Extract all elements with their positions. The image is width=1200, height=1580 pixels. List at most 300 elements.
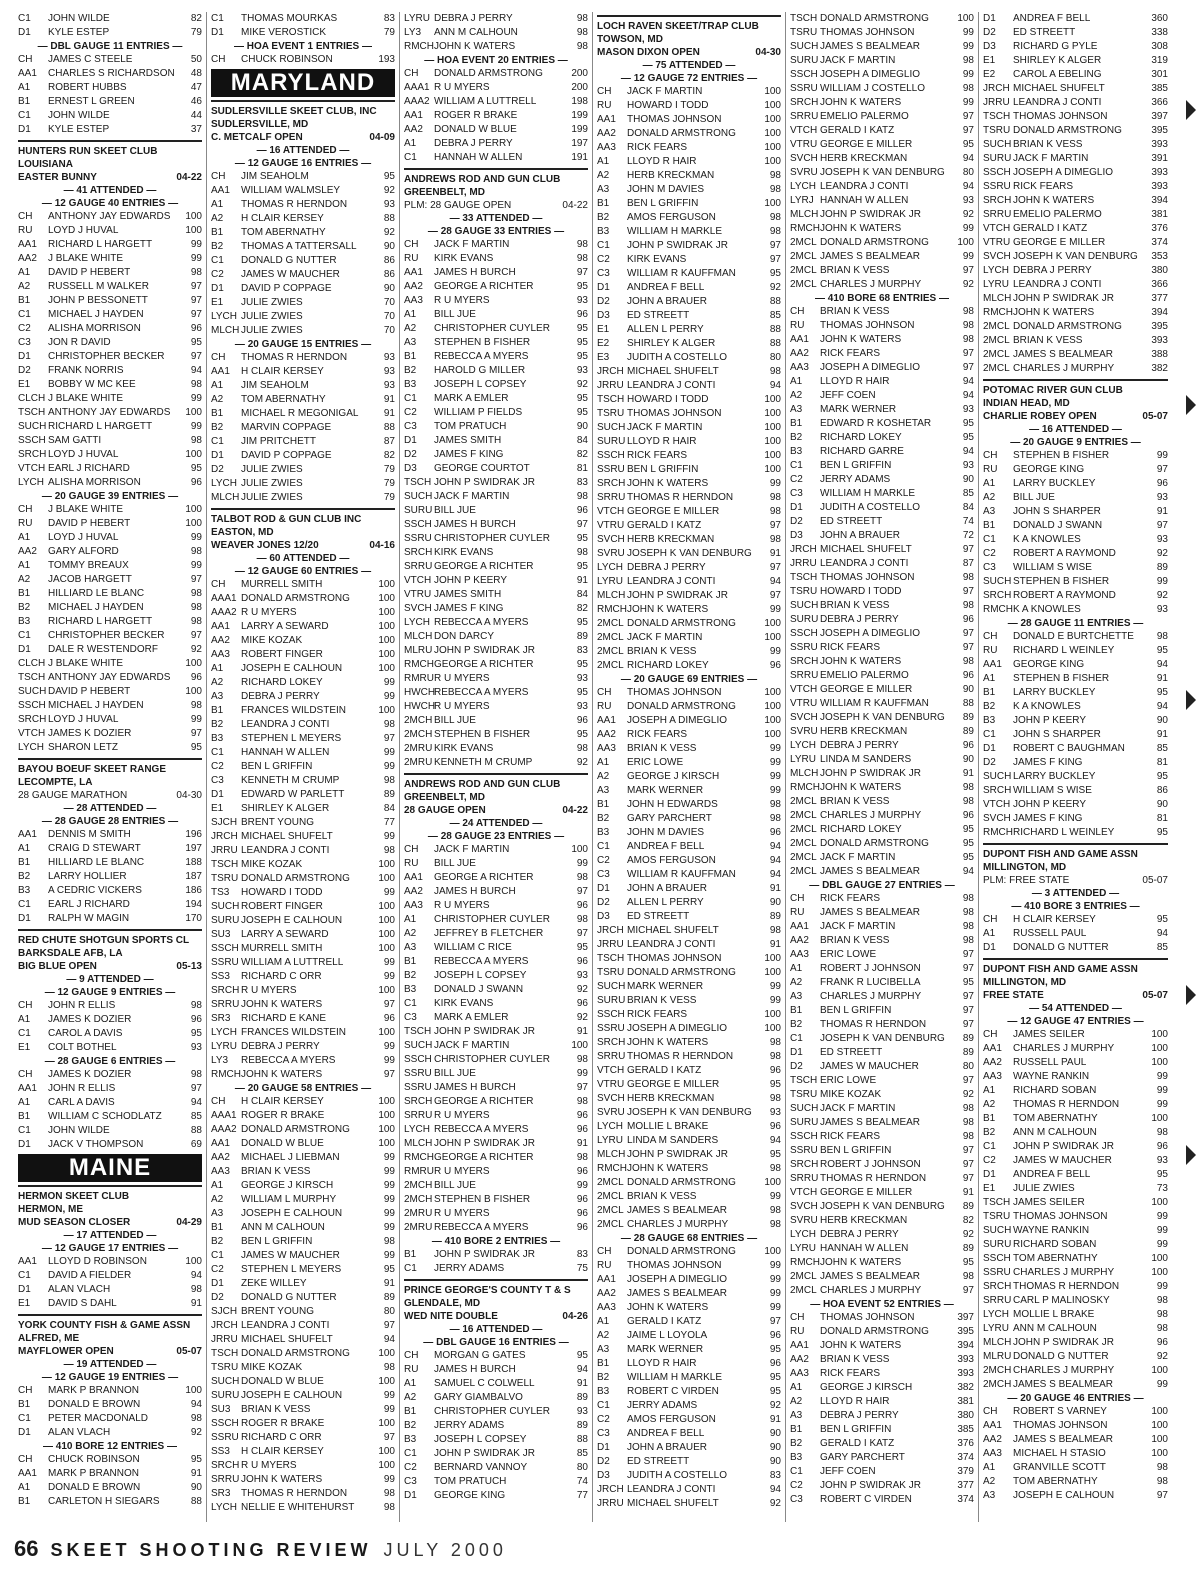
shooter-name: JOSEPH A DIMEGLIO [820,628,921,639]
result-row [597,351,781,365]
score: 100 [1151,1448,1168,1459]
shooter-name: THOMAS JOHNSON [627,1260,722,1271]
score: 100 [185,686,202,697]
shooter-name: STEPHEN B FISHER [434,729,531,740]
shooter-name: LEANDRA J CONTI [241,845,330,856]
class-code: RMCH [790,223,820,234]
score: 100 [764,450,781,461]
result-row [211,1445,395,1459]
result-row [404,644,588,658]
class-code: CH [211,579,226,590]
result-row [211,872,395,886]
score: 84 [576,589,588,600]
result-row [790,1437,974,1451]
result-row [597,798,781,812]
class-code: LYRU [790,1243,816,1254]
score: 70 [383,325,395,336]
class-code: D1 [404,435,417,446]
class-code: LYCH [404,1124,430,1135]
shooter-name: GERALD I KATZ [1013,223,1088,234]
event-date: 05-07 [176,1346,202,1357]
score: 97 [190,309,202,320]
result-row [983,630,1168,644]
result-row [211,592,395,606]
result-row [211,1151,395,1165]
result-row [790,12,974,26]
class-code: SRCH [597,478,626,489]
class-code: SU3 [211,1404,231,1415]
results-column [786,12,979,1522]
shooter-name: ROBERT A RAYMOND [1013,548,1116,559]
result-row [790,571,974,585]
score: 92 [383,227,395,238]
shooter-name: DAVID P COPPAGE [241,450,332,461]
score: 100 [764,422,781,433]
result-row [790,1256,974,1270]
score: 95 [190,1454,202,1465]
class-code: A2 [211,677,224,688]
shooter-name: DONALD W BLUE [241,1138,324,1149]
shooter-name: WILLIAM L MURPHY [241,1194,337,1205]
result-row [404,1262,588,1276]
event-date: 04-09 [369,132,395,143]
shooter-name: JAMES W MAUCHER [241,269,340,280]
shooter-name: THOMAS JOHNSON [627,408,722,419]
result-row [790,990,974,1004]
class-code: CH [983,1029,998,1040]
result-row [790,445,974,459]
results-column [979,12,1172,1522]
class-code: TSRU [211,1362,239,1373]
result-row [597,1273,781,1287]
section-heading: — 9 ATTENDED — [66,974,154,985]
class-code: B2 [597,813,610,824]
result-row [404,95,588,109]
result-row [597,659,781,673]
shooter-name: TOMMY BREAUX [48,560,129,571]
result-row [211,1095,395,1109]
shooter-name: GEORGE A RICHTER [434,659,534,670]
score: 99 [383,761,395,772]
result-row [18,294,202,308]
shooter-name: STEPHEN B FISHER [1013,450,1110,461]
shooter-name: HERB KRECKMAN [627,534,715,545]
club-location: GREENBELT, MD [404,792,485,803]
score: 93 [576,295,588,306]
score: 100 [1151,1420,1168,1431]
score: 393 [1151,167,1168,178]
result-row [790,655,974,669]
class-code: MLCH [211,492,240,503]
score: 79 [383,27,395,38]
shooter-name: JOHN P SWIDRAK JR [627,590,728,601]
result-row [790,487,974,501]
section-heading: — HOA EVENT 52 ENTRIES — [810,1299,954,1310]
result-row [211,1123,395,1137]
score: 100 [764,198,781,209]
score: 91 [383,394,395,405]
event-date: 04-22 [562,200,588,211]
score: 37 [190,124,202,135]
class-code: SVRU [790,726,818,737]
score: 391 [1151,153,1168,164]
result-row [211,858,395,872]
result-row [404,238,588,252]
section-heading: — 3 ATTENDED — [1031,888,1120,899]
shooter-name: GEORGE J KIRSCH [627,771,720,782]
result-row [790,68,974,82]
shooter-name: JOHN P SWIDRAK JR [1013,1337,1114,1348]
result-row [790,1465,974,1479]
section-heading: — 28 ATTENDED — [63,803,157,814]
score: 88 [769,296,781,307]
shooter-name: ED STREETT [1013,27,1076,38]
class-code: C1 [211,13,224,24]
shooter-name: MICHAEL SHUFELT [627,925,719,936]
class-code: AA3 [211,649,230,660]
class-code: A2 [790,390,803,401]
shooter-name: LOYD J HUVAL [48,225,119,236]
result-row [790,529,974,543]
result-row [18,898,202,912]
score: 95 [1156,687,1168,698]
class-code: CH [983,450,998,461]
class-code: B1 [211,1222,224,1233]
club-name: POTOMAC RIVER GUN CLUB [983,379,1168,397]
result-row [790,96,974,110]
score: 98 [769,925,781,936]
shooter-name: BEN L GRIFFIN [820,1424,892,1435]
result-row [404,434,588,448]
class-code: SS3 [211,1446,230,1457]
class-code: VTRU [597,1079,625,1090]
shooter-name: KIRK EVANS [434,998,494,1009]
result-row [18,573,202,587]
result-row [404,294,588,308]
shooter-name: REBECCA A MYERS [434,956,529,967]
class-code: C1 [404,1263,417,1274]
shooter-name: JAMES H BURCH [434,1364,516,1375]
result-row [18,912,202,926]
score: 95 [962,838,974,849]
shooter-name: JOSEPH K VAN DENBURG [627,548,752,559]
class-code: AA3 [404,295,423,306]
results-column [14,12,207,1522]
class-code: TSCH [790,13,818,24]
score: 99 [190,421,202,432]
shooter-name: DONALD ARMSTRONG [241,1124,350,1135]
score: 199 [571,110,588,121]
score: 96 [769,660,781,671]
shooter-name: RICHARD LOKEY [627,660,709,671]
shooter-name: JACK F MARTIN [820,55,896,66]
result-row [404,728,588,742]
score: 170 [185,913,202,924]
score: 100 [764,953,781,964]
result-row [983,1461,1168,1475]
score: 94 [1156,701,1168,712]
class-code: C2 [983,548,996,559]
class-code: 2MRU [404,1208,433,1219]
class-code: SRCH [790,1159,819,1170]
shooter-name: JACK F MARTIN [820,852,896,863]
shooter-name: BEN L GRIFFIN [627,464,699,475]
class-code: SRRU [404,561,433,572]
result-row [18,336,202,350]
class-code: MLCH [790,768,819,779]
shooter-name: GEORGE A RICHTER [434,561,534,572]
shooter-name: JOHN K WATERS [241,1474,323,1485]
class-code: SRCH [983,785,1012,796]
score: 99 [576,858,588,869]
class-code: A3 [404,337,417,348]
result-row [18,615,202,629]
result-row [404,322,588,336]
result-row [404,476,588,490]
score: 77 [576,1490,588,1501]
result-row [597,589,781,603]
class-code: A1 [211,380,224,391]
shooter-name: JAMES S BEALMEAR [627,1205,728,1216]
event-name: MASON DIXON OPEN [597,47,700,58]
class-code: SURU [790,1117,819,1128]
score: 99 [769,1274,781,1285]
class-code: AAA1 [404,82,430,93]
result-row [597,127,781,141]
score: 91 [576,1026,588,1037]
result-row [211,1277,395,1291]
shooter-name: JULIE ZWIES [241,311,303,322]
result-row [404,742,588,756]
score: 394 [1151,307,1168,318]
result-row [211,170,395,184]
class-code: SURU [597,995,626,1006]
score: 99 [962,41,974,52]
result-row [597,561,781,575]
result-row [404,602,588,616]
score: 99 [1156,1211,1168,1222]
result-row [211,491,395,505]
score: 95 [576,533,588,544]
class-code: SUCH [790,600,819,611]
result-row [18,252,202,266]
score: 100 [378,929,395,940]
shooter-name: DAVID P HEBERT [48,267,131,278]
score: 93 [383,380,395,391]
score: 98 [576,1152,588,1163]
class-code: JRRU [211,845,238,856]
event-header [983,989,1168,1002]
score: 380 [957,1410,974,1421]
class-code: AA2 [983,1434,1002,1445]
score: 90 [1156,799,1168,810]
shooter-name: JACK V THOMPSON [48,1139,144,1150]
score: 97 [962,628,974,639]
result-row [597,1315,781,1329]
result-row [983,644,1168,658]
class-code: AA3 [790,362,809,373]
score: 98 [190,700,202,711]
event-header [404,1310,588,1323]
club-name: DUPONT FISH AND GAME ASSN [983,958,1168,976]
result-row [211,816,395,830]
score: 92 [576,379,588,390]
score: 98 [383,719,395,730]
result-row [404,137,588,151]
shooter-name: ZEKE WILLEY [241,1278,307,1289]
score: 97 [962,1019,974,1030]
result-row [983,166,1168,180]
result-row [18,448,202,462]
event-header [404,199,588,212]
shooter-name: BILL JUE [434,1068,476,1079]
score: 92 [769,282,781,293]
result-row [404,109,588,123]
score: 96 [576,1208,588,1219]
score: 99 [769,1191,781,1202]
result-row [790,1381,974,1395]
shooter-name: WAYNE RANKIN [1013,1071,1090,1082]
class-code: A1 [404,914,417,925]
score: 95 [769,1344,781,1355]
shooter-name: EARL J RICHARD [48,463,130,474]
result-row [790,543,974,557]
shooter-name: H CLAIR KERSEY [241,1446,324,1457]
result-row [790,739,974,753]
shooter-name: CHRISTOPHER CUYLER [434,533,550,544]
class-code: SSRU [790,83,818,94]
shooter-name: THOMAS JOHNSON [820,320,915,331]
result-row [211,1040,395,1054]
result-row [18,26,202,40]
shooter-name: WILLIAM R KAUFFMAN [627,268,736,279]
class-code: VTCH [790,684,818,695]
class-code: D1 [18,1284,31,1295]
shooter-name: LARRY A SEWARD [241,929,329,940]
result-row [597,645,781,659]
class-code: A1 [983,673,996,684]
score: 80 [383,1306,395,1317]
score: 394 [957,1340,974,1351]
class-code: 2MCL [597,1177,624,1188]
result-row [983,826,1168,840]
class-code: AA1 [404,110,423,121]
score: 98 [769,492,781,503]
result-row [597,812,781,826]
result-row [597,896,781,910]
result-row [404,266,588,280]
class-code: B1 [18,295,31,306]
result-row [18,1412,202,1426]
shooter-name: HANNAH W ALLEN [820,1243,909,1254]
class-code: C2 [211,1264,224,1275]
result-row [211,12,395,26]
result-row [404,700,588,714]
result-row [404,504,588,518]
class-code: LYRU [597,576,623,587]
result-row [983,264,1168,278]
class-code: SURU [790,55,819,66]
score: 96 [962,670,974,681]
class-code: SVCH [790,1201,818,1212]
shooter-name: RICK FEARS [627,729,688,740]
shooter-name: LEANDRA J CONTI [241,719,330,730]
shooter-name: RICHARD G PYLE [1013,41,1098,52]
shooter-name: ROGER R BRAKE [434,110,518,121]
score: 94 [769,380,781,391]
class-code: 2MCH [404,1194,433,1205]
result-row [211,1501,395,1515]
score: 301 [1151,69,1168,80]
shooter-name: EMELIO PALERMO [820,670,909,681]
score: 99 [383,1474,395,1485]
class-code: AA1 [211,185,230,196]
score: 379 [957,1466,974,1477]
class-code: LYCH [790,181,816,192]
score: 376 [957,1438,974,1449]
score: 92 [962,209,974,220]
result-row [983,82,1168,96]
shooter-name: RALPH W MAGIN [48,913,130,924]
shooter-name: BRIAN K VESS [820,1354,890,1365]
score: 93 [1156,492,1168,503]
result-row [404,1123,588,1137]
score: 100 [764,408,781,419]
class-code: MLCH [790,209,819,220]
result-row [211,676,395,690]
score: 99 [769,604,781,615]
class-code: SR3 [211,1488,231,1499]
class-code: AAA2 [211,1124,237,1135]
class-code: AA1 [597,715,616,726]
event-header [983,874,1168,887]
result-row [790,599,974,613]
result-row [790,865,974,879]
score: 94 [769,869,781,880]
class-code: MLCH [597,1149,626,1160]
result-row [597,295,781,309]
score: 99 [962,97,974,108]
class-code: TSCH [597,394,625,405]
score: 81 [576,463,588,474]
event-header [404,804,588,817]
result-row [983,519,1168,533]
score: 98 [190,435,202,446]
score: 99 [1156,1225,1168,1236]
shooter-name: RICHARD LOKEY [820,824,902,835]
section-heading: — 28 GAUGE 11 ENTRIES — [1007,618,1144,629]
class-code: B1 [404,1406,417,1417]
score: 99 [962,69,974,80]
class-code: RMCH [404,659,434,670]
result-row [211,1263,395,1277]
score: 196 [185,829,202,840]
class-code: VTRU [404,589,432,600]
result-row [404,280,588,294]
club-location: LECOMPTE, LA [18,777,93,788]
score: 100 [378,593,395,604]
class-code: AA3 [597,1302,616,1313]
shooter-name: ROGER R BRAKE [241,1110,325,1121]
class-code: MLCH [983,293,1012,304]
shooter-name: THOMAS R HERNDON [820,1173,927,1184]
class-code: D1 [404,1490,417,1501]
result-row [597,1385,781,1399]
shooter-name: RICHARD LOKEY [820,432,902,443]
shooter-name: MARK WERNER [627,981,704,992]
class-code: SUCH [211,1376,240,1387]
class-code: SRCH [211,1460,240,1471]
